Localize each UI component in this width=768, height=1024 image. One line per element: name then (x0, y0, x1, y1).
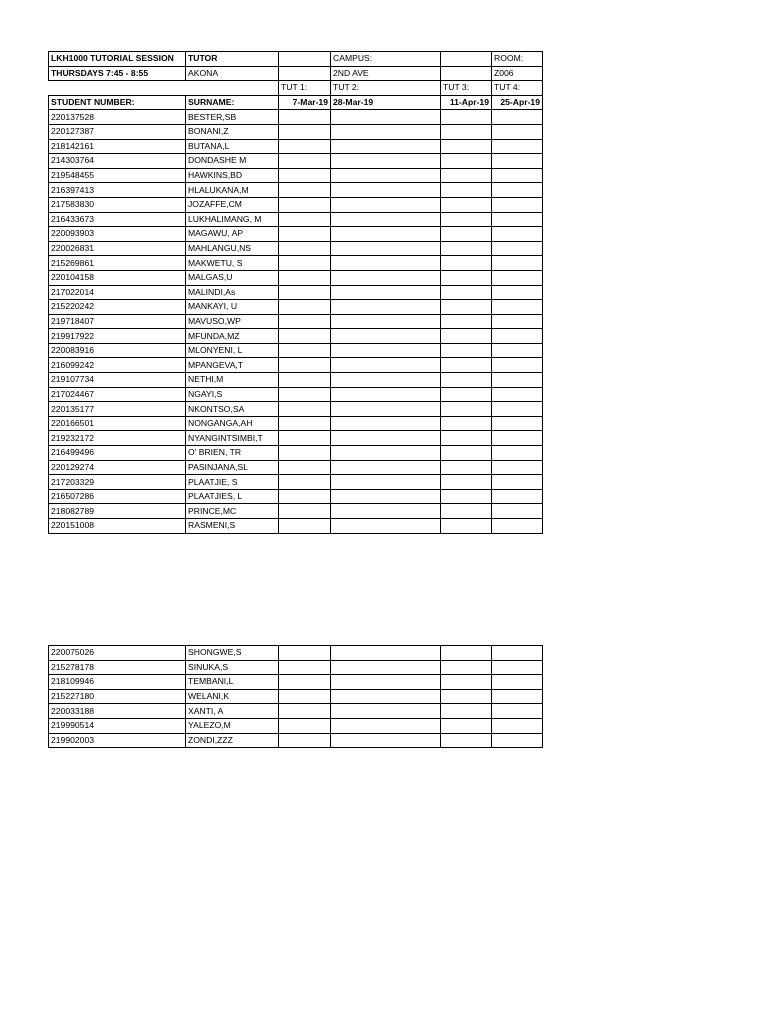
student-surname: BONANI,Z (186, 124, 279, 139)
tut-3-attendance-cell (441, 358, 492, 373)
tut-2-attendance-cell (331, 718, 441, 733)
surname-header: SURNAME: (186, 95, 279, 110)
student-surname: PRINCE,MC (186, 504, 279, 519)
student-number: 220127387 (49, 124, 186, 139)
tut-4-attendance-cell (492, 704, 543, 719)
tut-4-attendance-cell (492, 733, 543, 748)
student-row (49, 416, 543, 431)
tut-1-label: TUT 1: (279, 81, 331, 96)
student-surname: LUKHALIMANG, M (186, 212, 279, 227)
tut-1-attendance-cell (279, 387, 331, 402)
student-row (49, 154, 543, 169)
student-surname: DONDASHE M (186, 154, 279, 169)
tut-4-attendance-cell (492, 168, 543, 183)
blank-cell (49, 81, 186, 96)
student-number: 217022014 (49, 285, 186, 300)
tut-3-attendance-cell (441, 460, 492, 475)
student-row (49, 183, 543, 198)
session-schedule: THURSDAYS 7:45 - 8:55 (49, 66, 186, 81)
tut-3-attendance-cell (441, 168, 492, 183)
tut-4-attendance-cell (492, 519, 543, 534)
tut-2-attendance-cell (331, 300, 441, 315)
tut-1-attendance-cell (279, 646, 331, 661)
tut-4-attendance-cell (492, 241, 543, 256)
tut-1-attendance-cell (279, 733, 331, 748)
student-row (49, 704, 543, 719)
tut-4-attendance-cell (492, 431, 543, 446)
tut-2-attendance-cell (331, 733, 441, 748)
tut-2-date: 28-Mar-19 (331, 95, 441, 110)
tut-2-attendance-cell (331, 139, 441, 154)
student-surname: JOZAFFE,CM (186, 197, 279, 212)
tut-3-attendance-cell (441, 329, 492, 344)
tut-1-date: 7-Mar-19 (279, 95, 331, 110)
student-row (49, 387, 543, 402)
student-row (49, 270, 543, 285)
student-surname: NKONTSO,SA (186, 402, 279, 417)
tut-2-attendance-cell (331, 285, 441, 300)
student-surname: MAVUSO,WP (186, 314, 279, 329)
student-row (49, 475, 543, 490)
student-row (49, 358, 543, 373)
room-name: Z006 (492, 66, 543, 81)
tut-3-attendance-cell (441, 416, 492, 431)
tut-2-attendance-cell (331, 256, 441, 271)
student-number: 220075026 (49, 646, 186, 661)
student-surname: HAWKINS,BD (186, 168, 279, 183)
tut-4-attendance-cell (492, 124, 543, 139)
tut-1-attendance-cell (279, 154, 331, 169)
tut-1-attendance-cell (279, 689, 331, 704)
student-row (49, 431, 543, 446)
tut-2-attendance-cell (331, 197, 441, 212)
tut-3-attendance-cell (441, 256, 492, 271)
student-surname: SINUKA,S (186, 660, 279, 675)
student-surname: O' BRIEN, TR (186, 446, 279, 461)
tut-3-attendance-cell (441, 733, 492, 748)
tut-3-attendance-cell (441, 446, 492, 461)
student-row (49, 504, 543, 519)
student-row (49, 197, 543, 212)
student-row (49, 285, 543, 300)
student-row (49, 227, 543, 242)
student-number: 219548455 (49, 168, 186, 183)
tut-4-attendance-cell (492, 285, 543, 300)
session-title: LKH1000 TUTORIAL SESSION (49, 52, 186, 67)
tut-4-attendance-cell (492, 416, 543, 431)
blank-cell (186, 81, 279, 96)
tut-3-attendance-cell (441, 227, 492, 242)
tut-3-attendance-cell (441, 718, 492, 733)
student-surname: WELANI,K (186, 689, 279, 704)
student-number: 216433673 (49, 212, 186, 227)
tut-4-attendance-cell (492, 387, 543, 402)
student-surname: MALINDI,As (186, 285, 279, 300)
column-header-row (49, 95, 543, 110)
student-number: 219107734 (49, 373, 186, 388)
tut-2-attendance-cell (331, 646, 441, 661)
tut-1-attendance-cell (279, 139, 331, 154)
student-surname: NONGANGA,AH (186, 416, 279, 431)
tut-3-attendance-cell (441, 475, 492, 490)
student-number: 220033188 (49, 704, 186, 719)
student-number: 217583830 (49, 197, 186, 212)
tut-4-attendance-cell (492, 139, 543, 154)
header-row-2 (49, 66, 543, 81)
tut-2-attendance-cell (331, 446, 441, 461)
tut-3-attendance-cell (441, 154, 492, 169)
tut-3-attendance-cell (441, 139, 492, 154)
student-row (49, 256, 543, 271)
tut-3-attendance-cell (441, 124, 492, 139)
tut-2-attendance-cell (331, 227, 441, 242)
tut-3-attendance-cell (441, 402, 492, 417)
tut-1-attendance-cell (279, 183, 331, 198)
tut-2-attendance-cell (331, 660, 441, 675)
tut-2-attendance-cell (331, 314, 441, 329)
student-number: 218142161 (49, 139, 186, 154)
tut-2-attendance-cell (331, 270, 441, 285)
tut-3-attendance-cell (441, 387, 492, 402)
tut-1-attendance-cell (279, 489, 331, 504)
tut-4-attendance-cell (492, 197, 543, 212)
tut-2-attendance-cell (331, 504, 441, 519)
student-number: 220135177 (49, 402, 186, 417)
tut-1-attendance-cell (279, 256, 331, 271)
student-surname: XANTI, A (186, 704, 279, 719)
tut-1-attendance-cell (279, 270, 331, 285)
tut-2-attendance-cell (331, 460, 441, 475)
student-row (49, 675, 543, 690)
tut-1-attendance-cell (279, 504, 331, 519)
student-row (49, 733, 543, 748)
tut-2-attendance-cell (331, 402, 441, 417)
tut-2-attendance-cell (331, 519, 441, 534)
tutor-name: AKONA (186, 66, 279, 81)
student-number: 216507286 (49, 489, 186, 504)
tut-2-attendance-cell (331, 689, 441, 704)
tut-4-attendance-cell (492, 110, 543, 125)
blank-cell (279, 52, 331, 67)
tut-1-attendance-cell (279, 300, 331, 315)
tut-4-attendance-cell (492, 504, 543, 519)
tut-4-attendance-cell (492, 402, 543, 417)
tut-4-attendance-cell (492, 183, 543, 198)
tut-1-attendance-cell (279, 329, 331, 344)
tut-1-attendance-cell (279, 241, 331, 256)
tut-1-attendance-cell (279, 519, 331, 534)
tut-2-attendance-cell (331, 358, 441, 373)
tut-2-attendance-cell (331, 183, 441, 198)
student-row (49, 124, 543, 139)
student-row (49, 446, 543, 461)
student-row (49, 646, 543, 661)
tut-2-attendance-cell (331, 373, 441, 388)
student-surname: MFUNDA,MZ (186, 329, 279, 344)
student-surname: MAHLANGU,NS (186, 241, 279, 256)
tut-1-attendance-cell (279, 431, 331, 446)
student-surname: PLAATJIE, S (186, 475, 279, 490)
tut-3-attendance-cell (441, 373, 492, 388)
student-number: 215269861 (49, 256, 186, 271)
tut-2-attendance-cell (331, 212, 441, 227)
tut-4-attendance-cell (492, 660, 543, 675)
student-row (49, 519, 543, 534)
student-row (49, 241, 543, 256)
student-number: 220026831 (49, 241, 186, 256)
tut-3-attendance-cell (441, 431, 492, 446)
student-surname: MPANGEVA,T (186, 358, 279, 373)
tut-4-attendance-cell (492, 212, 543, 227)
tut-2-attendance-cell (331, 329, 441, 344)
tut-3-attendance-cell (441, 704, 492, 719)
tut-1-attendance-cell (279, 402, 331, 417)
student-surname: ZONDI,ZZZ (186, 733, 279, 748)
tut-2-attendance-cell (331, 416, 441, 431)
student-row (49, 373, 543, 388)
student-number: 220166501 (49, 416, 186, 431)
student-row (49, 660, 543, 675)
student-number: 219902003 (49, 733, 186, 748)
tutorial-label-row (49, 81, 543, 96)
tut-4-attendance-cell (492, 689, 543, 704)
tut-3-attendance-cell (441, 212, 492, 227)
student-surname: NGAYI,S (186, 387, 279, 402)
student-surname: BESTER,SB (186, 110, 279, 125)
student-row (49, 489, 543, 504)
tutorial-register-table-continued (48, 645, 543, 748)
student-surname: BUTANA,L (186, 139, 279, 154)
student-row (49, 402, 543, 417)
campus-label: CAMPUS: (331, 52, 441, 67)
student-surname: TEMBANI,L (186, 675, 279, 690)
student-row (49, 343, 543, 358)
tut-1-attendance-cell (279, 358, 331, 373)
student-number: 215278178 (49, 660, 186, 675)
tut-1-attendance-cell (279, 110, 331, 125)
tut-3-attendance-cell (441, 504, 492, 519)
tutor-label: TUTOR (186, 52, 279, 67)
tut-3-attendance-cell (441, 519, 492, 534)
tut-2-attendance-cell (331, 431, 441, 446)
student-number: 220083916 (49, 343, 186, 358)
student-number: 215227180 (49, 689, 186, 704)
blank-cell (441, 52, 492, 67)
student-number: 217024467 (49, 387, 186, 402)
student-surname: PLAATJIES, L (186, 489, 279, 504)
tut-3-attendance-cell (441, 270, 492, 285)
student-row (49, 329, 543, 344)
tut-4-attendance-cell (492, 460, 543, 475)
tut-3-attendance-cell (441, 675, 492, 690)
student-row (49, 212, 543, 227)
student-surname: MLONYENI, L (186, 343, 279, 358)
header-row-1 (49, 52, 543, 67)
tut-1-attendance-cell (279, 373, 331, 388)
tut-1-attendance-cell (279, 675, 331, 690)
tut-4-attendance-cell (492, 358, 543, 373)
tut-3-attendance-cell (441, 183, 492, 198)
tut-3-attendance-cell (441, 241, 492, 256)
student-number: 218109946 (49, 675, 186, 690)
tut-2-attendance-cell (331, 475, 441, 490)
tut-3-attendance-cell (441, 110, 492, 125)
student-surname: MAKWETU, S (186, 256, 279, 271)
student-row (49, 314, 543, 329)
student-surname: MALGAS,U (186, 270, 279, 285)
tut-1-attendance-cell (279, 446, 331, 461)
tut-3-attendance-cell (441, 660, 492, 675)
tut-2-attendance-cell (331, 675, 441, 690)
student-surname: SHONGWE,S (186, 646, 279, 661)
tut-1-attendance-cell (279, 285, 331, 300)
student-number: 214303764 (49, 154, 186, 169)
student-number: 220129274 (49, 460, 186, 475)
tut-3-attendance-cell (441, 314, 492, 329)
tut-4-attendance-cell (492, 446, 543, 461)
tut-3-attendance-cell (441, 489, 492, 504)
tut-2-attendance-cell (331, 387, 441, 402)
tut-2-attendance-cell (331, 124, 441, 139)
tut-2-attendance-cell (331, 343, 441, 358)
tut-1-attendance-cell (279, 660, 331, 675)
room-label: ROOM: (492, 52, 543, 67)
tut-2-attendance-cell (331, 110, 441, 125)
student-number: 220104158 (49, 270, 186, 285)
tut-4-attendance-cell (492, 675, 543, 690)
student-number: 215220242 (49, 300, 186, 315)
tut-1-attendance-cell (279, 212, 331, 227)
tut-1-attendance-cell (279, 704, 331, 719)
tut-1-attendance-cell (279, 343, 331, 358)
student-surname: PASINJANA,SL (186, 460, 279, 475)
tut-4-attendance-cell (492, 256, 543, 271)
tut-3-attendance-cell (441, 197, 492, 212)
tut-2-attendance-cell (331, 168, 441, 183)
student-number: 220137528 (49, 110, 186, 125)
campus-name: 2ND AVE (331, 66, 441, 81)
tut-4-attendance-cell (492, 489, 543, 504)
tut-4-attendance-cell (492, 270, 543, 285)
student-number: 219232172 (49, 431, 186, 446)
tut-4-attendance-cell (492, 646, 543, 661)
tut-2-attendance-cell (331, 154, 441, 169)
tut-1-attendance-cell (279, 718, 331, 733)
tut-3-attendance-cell (441, 300, 492, 315)
student-number: 218082789 (49, 504, 186, 519)
student-surname: MANKAYI, U (186, 300, 279, 315)
tut-3-date: 11-Apr-19 (441, 95, 492, 110)
blank-cell (441, 66, 492, 81)
tut-1-attendance-cell (279, 460, 331, 475)
student-number: 219917922 (49, 329, 186, 344)
student-row (49, 168, 543, 183)
student-row (49, 300, 543, 315)
tut-1-attendance-cell (279, 124, 331, 139)
blank-cell (279, 66, 331, 81)
student-number: 220151008 (49, 519, 186, 534)
tut-1-attendance-cell (279, 197, 331, 212)
student-number: 217203329 (49, 475, 186, 490)
student-number: 220093903 (49, 227, 186, 242)
tut-2-attendance-cell (331, 489, 441, 504)
student-row (49, 139, 543, 154)
tut-1-attendance-cell (279, 475, 331, 490)
tut-2-attendance-cell (331, 704, 441, 719)
tut-2-attendance-cell (331, 241, 441, 256)
tut-1-attendance-cell (279, 168, 331, 183)
tut-4-attendance-cell (492, 343, 543, 358)
tut-4-attendance-cell (492, 300, 543, 315)
tut-4-attendance-cell (492, 227, 543, 242)
student-surname: MAGAWU, AP (186, 227, 279, 242)
tut-4-attendance-cell (492, 718, 543, 733)
tut-1-attendance-cell (279, 314, 331, 329)
student-surname: NYANGINTSIMBI,T (186, 431, 279, 446)
student-surname: RASMENI,S (186, 519, 279, 534)
tut-3-attendance-cell (441, 646, 492, 661)
tut-4-date: 25-Apr-19 (492, 95, 543, 110)
tutorial-register-table (48, 51, 543, 534)
student-number: 219718407 (49, 314, 186, 329)
tut-1-attendance-cell (279, 416, 331, 431)
student-surname: HLALUKANA,M (186, 183, 279, 198)
tut-3-attendance-cell (441, 343, 492, 358)
student-number: 216099242 (49, 358, 186, 373)
tut-4-label: TUT 4: (492, 81, 543, 96)
student-row (49, 110, 543, 125)
student-number: 219990514 (49, 718, 186, 733)
student-row (49, 460, 543, 475)
tut-4-attendance-cell (492, 329, 543, 344)
student-row (49, 718, 543, 733)
student-surname: NETHI,M (186, 373, 279, 388)
tut-4-attendance-cell (492, 373, 543, 388)
tut-3-label: TUT 3: (441, 81, 492, 96)
tut-3-attendance-cell (441, 285, 492, 300)
tut-4-attendance-cell (492, 154, 543, 169)
student-number: 216397413 (49, 183, 186, 198)
student-number-header: STUDENT NUMBER: (49, 95, 186, 110)
tut-4-attendance-cell (492, 475, 543, 490)
tut-3-attendance-cell (441, 689, 492, 704)
student-row (49, 689, 543, 704)
student-number: 216499496 (49, 446, 186, 461)
tut-2-label: TUT 2: (331, 81, 441, 96)
student-surname: YALEZO,M (186, 718, 279, 733)
tut-1-attendance-cell (279, 227, 331, 242)
tut-4-attendance-cell (492, 314, 543, 329)
